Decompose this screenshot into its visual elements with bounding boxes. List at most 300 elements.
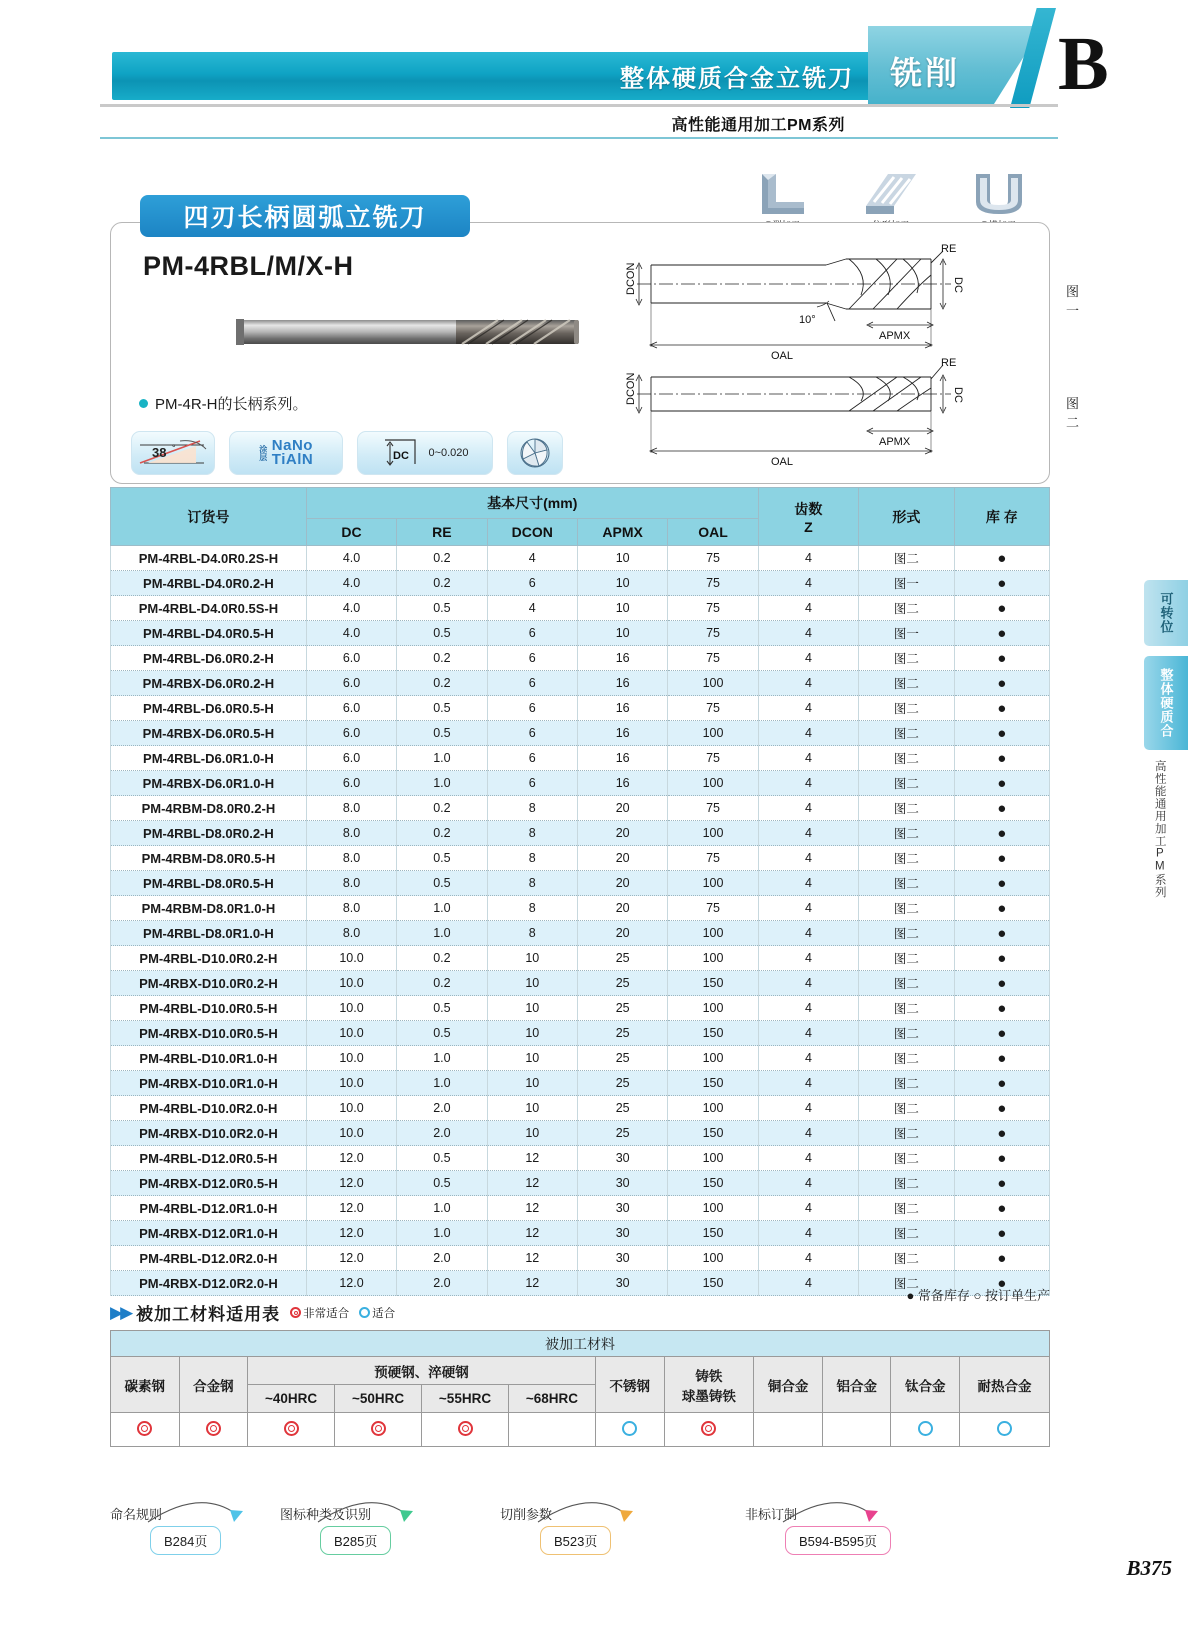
cell-teeth: 4 — [758, 1121, 858, 1146]
th-re: RE — [397, 519, 487, 546]
cell-dc: 10.0 — [306, 1046, 396, 1071]
cell-stock: ● — [954, 921, 1049, 946]
cell-oal: 75 — [668, 546, 758, 571]
cell-stock: ● — [954, 1071, 1049, 1096]
cell-re: 0.2 — [397, 821, 487, 846]
cell-teeth: 4 — [758, 671, 858, 696]
material-col-8: 铜合金 — [754, 1357, 823, 1413]
cell-dc: 12.0 — [306, 1196, 396, 1221]
cell-form: 图二 — [859, 1221, 954, 1246]
coating-chip-label: 涂层 — [258, 445, 268, 461]
cell-stock: ● — [954, 671, 1049, 696]
table-row — [111, 1121, 1050, 1146]
footer-link-label: 命名规则 — [110, 1507, 163, 1522]
cell-dcon: 12 — [487, 1246, 577, 1271]
cell-teeth: 4 — [758, 1096, 858, 1121]
cell-dc: 8.0 — [306, 796, 396, 821]
footer-link-arrow-icon — [140, 1492, 290, 1526]
cell-re: 2.0 — [397, 1271, 487, 1296]
dc-tolerance-icon — [381, 434, 421, 472]
cell-form: 图二 — [859, 1271, 954, 1296]
cell-form: 图二 — [859, 546, 954, 571]
fig1-dcon-label: DCON — [625, 262, 637, 295]
cell-apmx: 16 — [577, 671, 667, 696]
section-letter: B — [1058, 22, 1109, 106]
very-suitable-icon — [290, 1307, 301, 1318]
coating-chip — [229, 431, 343, 475]
table-row — [111, 1221, 1050, 1246]
cell-form: 图二 — [859, 646, 954, 671]
cell-dcon: 4 — [487, 596, 577, 621]
cell-teeth: 4 — [758, 1021, 858, 1046]
fig1-apmx-label: APMX — [879, 330, 911, 342]
cell-order-no: PM-4RBX-D12.0R0.5-H — [111, 1171, 307, 1196]
material-col-6: 不锈钢 — [595, 1357, 664, 1413]
table-row — [111, 1171, 1050, 1196]
cell-order-no: PM-4RBX-D10.0R0.5-H — [111, 1021, 307, 1046]
cell-apmx: 16 — [577, 721, 667, 746]
cell-oal: 100 — [668, 1146, 758, 1171]
cell-oal: 150 — [668, 1271, 758, 1296]
cell-dcon: 6 — [487, 771, 577, 796]
cell-re: 0.2 — [397, 571, 487, 596]
cell-dc: 8.0 — [306, 821, 396, 846]
cell-oal: 100 — [668, 671, 758, 696]
cell-form: 图二 — [859, 1071, 954, 1096]
cell-oal: 75 — [668, 596, 758, 621]
footer-link-row — [110, 1498, 1050, 1568]
cell-apmx: 16 — [577, 696, 667, 721]
fig2-oal-label: OAL — [771, 456, 794, 468]
cell-apmx: 30 — [577, 1146, 667, 1171]
table-row — [111, 1096, 1050, 1121]
material-table — [110, 1330, 1050, 1447]
cell-re: 0.5 — [397, 621, 487, 646]
cell-stock: ● — [954, 1221, 1049, 1246]
very-suitable-icon — [137, 1421, 152, 1436]
cell-order-no: PM-4RBL-D10.0R0.5-H — [111, 996, 307, 1021]
fig1-dc-label: DC — [952, 277, 964, 293]
cell-oal: 150 — [668, 1221, 758, 1246]
table-row — [111, 571, 1050, 596]
cell-order-no: PM-4RBL-D6.0R0.2-H — [111, 646, 307, 671]
table-row — [111, 921, 1050, 946]
footer-link-page[interactable]: B284页 — [150, 1526, 221, 1555]
cell-re: 0.5 — [397, 596, 487, 621]
cell-dc: 6.0 — [306, 646, 396, 671]
cell-form: 图二 — [859, 721, 954, 746]
cell-dcon: 6 — [487, 646, 577, 671]
material-header-row-1 — [111, 1357, 1050, 1385]
cell-teeth: 4 — [758, 771, 858, 796]
cell-oal: 150 — [668, 1171, 758, 1196]
cell-dc: 10.0 — [306, 971, 396, 996]
cell-apmx: 25 — [577, 1121, 667, 1146]
cell-dc: 8.0 — [306, 846, 396, 871]
spec-table — [110, 487, 1050, 1296]
table-row — [111, 796, 1050, 821]
cell-dcon: 12 — [487, 1271, 577, 1296]
material-col-7: 铸铁 球墨铸铁 — [664, 1357, 754, 1413]
table-row — [111, 971, 1050, 996]
product-panel — [110, 222, 1080, 484]
cell-dcon: 8 — [487, 871, 577, 896]
cell-oal: 100 — [668, 721, 758, 746]
cell-form: 图二 — [859, 1196, 954, 1221]
cell-teeth: 4 — [758, 1046, 858, 1071]
cell-form: 图二 — [859, 771, 954, 796]
cell-stock: ● — [954, 846, 1049, 871]
cell-re: 0.2 — [397, 671, 487, 696]
cell-order-no: PM-4RBX-D10.0R2.0-H — [111, 1121, 307, 1146]
th-dc: DC — [306, 519, 396, 546]
cell-order-no: PM-4RBX-D6.0R0.2-H — [111, 671, 307, 696]
header-banner — [112, 52, 872, 100]
cell-re: 0.5 — [397, 846, 487, 871]
page-number: B375 — [1126, 1556, 1172, 1580]
cell-stock: ● — [954, 1146, 1049, 1171]
cell-re: 1.0 — [397, 896, 487, 921]
cell-teeth: 4 — [758, 1196, 858, 1221]
figure-one-drawing — [621, 243, 1021, 362]
cell-dc: 10.0 — [306, 1096, 396, 1121]
cell-apmx: 30 — [577, 1196, 667, 1221]
svg-text:DC: DC — [393, 450, 410, 462]
cell-form: 图二 — [859, 696, 954, 721]
cell-apmx: 20 — [577, 796, 667, 821]
cell-re: 0.5 — [397, 696, 487, 721]
footer-link-arrow-icon — [310, 1492, 460, 1526]
cell-dcon: 12 — [487, 1171, 577, 1196]
helix-angle-icon — [134, 433, 212, 473]
cell-teeth: 4 — [758, 1221, 858, 1246]
cell-order-no: PM-4RBL-D10.0R1.0-H — [111, 1046, 307, 1071]
cell-order-no: PM-4RBL-D8.0R0.2-H — [111, 821, 307, 846]
cell-form: 图二 — [859, 896, 954, 921]
cell-oal: 75 — [668, 621, 758, 646]
table-row — [111, 721, 1050, 746]
cell-dcon: 4 — [487, 546, 577, 571]
table-row — [111, 1071, 1050, 1096]
material-symbol-8 — [754, 1413, 823, 1447]
material-symbol-3 — [335, 1413, 422, 1447]
cell-stock: ● — [954, 896, 1049, 921]
cell-teeth: 4 — [758, 796, 858, 821]
very-suitable-icon — [701, 1421, 716, 1436]
table-row — [111, 821, 1050, 846]
cell-dcon: 10 — [487, 1121, 577, 1146]
cell-apmx: 10 — [577, 596, 667, 621]
cell-form: 图一 — [859, 571, 954, 596]
page-header — [0, 0, 1200, 160]
cell-oal: 150 — [668, 1121, 758, 1146]
cell-order-no: PM-4RBL-D4.0R0.2S-H — [111, 546, 307, 571]
header-banner-title: 整体硬质合金立铣刀 — [620, 65, 854, 93]
cell-stock: ● — [954, 1096, 1049, 1121]
cell-apmx: 10 — [577, 621, 667, 646]
cell-oal: 100 — [668, 1096, 758, 1121]
cell-apmx: 20 — [577, 871, 667, 896]
cell-form: 图二 — [859, 671, 954, 696]
cell-re: 0.5 — [397, 1171, 487, 1196]
material-col-2: ~40HRC — [248, 1385, 335, 1413]
cell-stock: ● — [954, 1171, 1049, 1196]
cell-form: 图二 — [859, 796, 954, 821]
cell-apmx: 10 — [577, 546, 667, 571]
suitable-icon — [622, 1421, 637, 1436]
material-symbol-6 — [595, 1413, 664, 1447]
table-row — [111, 996, 1050, 1021]
th-oal: OAL — [668, 519, 758, 546]
cell-dc: 4.0 — [306, 546, 396, 571]
spec-table-head — [111, 488, 1050, 546]
cell-teeth: 4 — [758, 596, 858, 621]
material-col-5: ~68HRC — [508, 1385, 595, 1413]
material-symbol-1 — [179, 1413, 248, 1447]
figure-one-caption: 图一 — [1066, 284, 1080, 318]
cell-order-no: PM-4RBX-D6.0R1.0-H — [111, 771, 307, 796]
table-row — [111, 596, 1050, 621]
cell-dc: 8.0 — [306, 896, 396, 921]
cell-dcon: 10 — [487, 1096, 577, 1121]
cell-stock: ● — [954, 971, 1049, 996]
cell-order-no: PM-4RBL-D10.0R2.0-H — [111, 1096, 307, 1121]
cell-teeth: 4 — [758, 1246, 858, 1271]
th-dcon: DCON — [487, 519, 577, 546]
cell-teeth: 4 — [758, 996, 858, 1021]
cell-dcon: 10 — [487, 946, 577, 971]
cell-oal: 100 — [668, 1196, 758, 1221]
cell-stock: ● — [954, 621, 1049, 646]
cell-stock: ● — [954, 1021, 1049, 1046]
cell-teeth: 4 — [758, 821, 858, 846]
cell-form: 图二 — [859, 1096, 954, 1121]
cell-oal: 75 — [668, 846, 758, 871]
cell-re: 0.5 — [397, 721, 487, 746]
cell-dc: 8.0 — [306, 921, 396, 946]
footer-link-label: 图标种类及识别 — [280, 1507, 372, 1522]
material-legend-very: 非常适合 — [290, 1305, 349, 1321]
cell-apmx: 20 — [577, 821, 667, 846]
footer-link-page[interactable]: B594-B595页 — [785, 1526, 891, 1555]
spec-table-body — [111, 546, 1050, 1296]
material-title-text: 被加工材料适用表 — [136, 1305, 281, 1324]
footer-link-page[interactable]: B285页 — [320, 1526, 391, 1555]
cell-oal: 150 — [668, 1021, 758, 1046]
cell-oal: 75 — [668, 646, 758, 671]
material-symbol-10 — [891, 1413, 960, 1447]
material-symbol-5 — [508, 1413, 595, 1447]
cell-order-no: PM-4RBM-D8.0R0.2-H — [111, 796, 307, 821]
cell-order-no: PM-4RBX-D10.0R1.0-H — [111, 1071, 307, 1096]
table-row — [111, 1146, 1050, 1171]
fig2-apmx-label: APMX — [879, 436, 911, 448]
table-row — [111, 546, 1050, 571]
cell-dcon: 8 — [487, 846, 577, 871]
product-bullet-text: PM-4R-H的长柄系列。 — [155, 396, 308, 413]
cell-re: 0.5 — [397, 1021, 487, 1046]
side-tab-solid-carbide-endmill[interactable]: 整体硬质合 — [1144, 656, 1188, 750]
bullet-dot-icon — [139, 399, 148, 408]
cell-stock: ● — [954, 646, 1049, 671]
cell-apmx: 25 — [577, 1096, 667, 1121]
cell-dcon: 8 — [487, 896, 577, 921]
header-divider-upper — [100, 104, 1058, 107]
cell-form: 图二 — [859, 746, 954, 771]
cell-order-no: PM-4RBM-D8.0R1.0-H — [111, 896, 307, 921]
copy-machining-icon — [862, 172, 920, 216]
cell-re: 0.2 — [397, 946, 487, 971]
table-row — [111, 1246, 1050, 1271]
cell-stock: ● — [954, 1246, 1049, 1271]
table-row — [111, 671, 1050, 696]
material-symbol-row — [111, 1413, 1050, 1447]
material-col-0: 碳素钢 — [111, 1357, 180, 1413]
cell-re: 1.0 — [397, 771, 487, 796]
cell-oal: 100 — [668, 1046, 758, 1071]
cell-dcon: 6 — [487, 721, 577, 746]
category-tab-label: 铣削 — [890, 55, 961, 91]
cell-order-no: PM-4RBL-D12.0R1.0-H — [111, 1196, 307, 1221]
product-bullet — [139, 393, 308, 414]
table-row — [111, 846, 1050, 871]
cell-order-no: PM-4RBX-D6.0R0.5-H — [111, 721, 307, 746]
cell-apmx: 16 — [577, 771, 667, 796]
cell-oal: 75 — [668, 796, 758, 821]
cell-stock: ● — [954, 1196, 1049, 1221]
cell-stock: ● — [954, 996, 1049, 1021]
cell-form: 图二 — [859, 846, 954, 871]
th-form: 形式 — [859, 488, 954, 546]
cell-dcon: 6 — [487, 621, 577, 646]
cell-oal: 100 — [668, 821, 758, 846]
cell-teeth: 4 — [758, 721, 858, 746]
material-symbol-2 — [248, 1413, 335, 1447]
cell-order-no: PM-4RBL-D12.0R0.5-H — [111, 1146, 307, 1171]
feature-chip-row — [131, 431, 563, 475]
cell-oal: 100 — [668, 871, 758, 896]
cell-dc: 4.0 — [306, 596, 396, 621]
cell-dc: 6.0 — [306, 746, 396, 771]
cell-apmx: 30 — [577, 1171, 667, 1196]
cell-teeth: 4 — [758, 646, 858, 671]
cell-form: 图二 — [859, 946, 954, 971]
cell-order-no: PM-4RBL-D4.0R0.5-H — [111, 621, 307, 646]
fig2-re-label: RE — [941, 357, 957, 369]
cell-re: 0.5 — [397, 1146, 487, 1171]
cell-form: 图二 — [859, 921, 954, 946]
cell-dc: 12.0 — [306, 1221, 396, 1246]
cell-order-no: PM-4RBX-D10.0R0.2-H — [111, 971, 307, 996]
material-legend-ok: 适合 — [359, 1305, 395, 1321]
material-col-1: 合金钢 — [179, 1357, 248, 1413]
cell-dcon: 10 — [487, 1021, 577, 1046]
cell-stock: ● — [954, 821, 1049, 846]
cell-dc: 12.0 — [306, 1246, 396, 1271]
cell-teeth: 4 — [758, 621, 858, 646]
cell-dc: 6.0 — [306, 721, 396, 746]
cell-teeth: 4 — [758, 971, 858, 996]
cell-form: 图二 — [859, 1171, 954, 1196]
cell-dc: 12.0 — [306, 1171, 396, 1196]
cell-re: 2.0 — [397, 1121, 487, 1146]
cell-dc: 6.0 — [306, 671, 396, 696]
footer-link-page[interactable]: B523页 — [540, 1526, 611, 1555]
material-table-head — [111, 1331, 1050, 1413]
cell-dcon: 8 — [487, 921, 577, 946]
svg-text:°: ° — [172, 443, 176, 453]
material-table-body — [111, 1413, 1050, 1447]
footer-link-label: 非标订制 — [745, 1507, 798, 1522]
cell-form: 图二 — [859, 1246, 954, 1271]
material-band: 被加工材料 — [111, 1331, 1050, 1357]
cell-apmx: 30 — [577, 1221, 667, 1246]
suitable-icon — [359, 1307, 370, 1318]
cell-apmx: 30 — [577, 1271, 667, 1296]
cell-dc: 10.0 — [306, 946, 396, 971]
cell-form: 图二 — [859, 971, 954, 996]
material-col-9: 铝合金 — [822, 1357, 891, 1413]
table-row — [111, 871, 1050, 896]
cell-oal: 100 — [668, 946, 758, 971]
material-symbol-0 — [111, 1413, 180, 1447]
cell-re: 1.0 — [397, 1071, 487, 1096]
cell-stock: ● — [954, 771, 1049, 796]
tolerance-chip — [357, 431, 493, 475]
th-order-no: 订货号 — [111, 488, 307, 546]
cell-order-no: PM-4RBL-D8.0R1.0-H — [111, 921, 307, 946]
figure-two-caption: 图二 — [1066, 396, 1080, 430]
cell-dcon: 6 — [487, 696, 577, 721]
cell-dcon: 12 — [487, 1196, 577, 1221]
th-stock: 库 存 — [954, 488, 1049, 546]
cell-dc: 8.0 — [306, 871, 396, 896]
cell-teeth: 4 — [758, 696, 858, 721]
very-suitable-icon — [206, 1421, 221, 1436]
r-slot-machining-icon — [970, 172, 1028, 216]
side-tab-indexable-milling[interactable]: 可转位 — [1144, 580, 1188, 646]
cell-apmx: 20 — [577, 921, 667, 946]
cell-stock: ● — [954, 796, 1049, 821]
cell-form: 图二 — [859, 1021, 954, 1046]
cell-apmx: 25 — [577, 996, 667, 1021]
cell-teeth: 4 — [758, 871, 858, 896]
table-row — [111, 896, 1050, 921]
cell-teeth: 4 — [758, 1171, 858, 1196]
table-row — [111, 696, 1050, 721]
suitable-icon — [997, 1421, 1012, 1436]
material-section-title — [110, 1300, 395, 1325]
endmill-photo — [236, 311, 586, 353]
cell-dc: 10.0 — [306, 1121, 396, 1146]
figure-two-drawing — [621, 355, 1021, 468]
cell-apmx: 25 — [577, 1046, 667, 1071]
cell-order-no: PM-4RBX-D12.0R2.0-H — [111, 1271, 307, 1296]
cell-apmx: 16 — [577, 746, 667, 771]
cell-dcon: 10 — [487, 1046, 577, 1071]
cell-re: 1.0 — [397, 1221, 487, 1246]
cell-dcon: 12 — [487, 1221, 577, 1246]
cell-apmx: 25 — [577, 971, 667, 996]
cell-teeth: 4 — [758, 896, 858, 921]
cell-order-no: PM-4RBL-D12.0R2.0-H — [111, 1246, 307, 1271]
cell-re: 1.0 — [397, 1046, 487, 1071]
material-col-4: ~55HRC — [422, 1385, 509, 1413]
cell-apmx: 25 — [577, 1071, 667, 1096]
cell-stock: ● — [954, 571, 1049, 596]
stock-legend: ● 常备库存 ○ 按订单生产 — [906, 1288, 1050, 1303]
cell-order-no: PM-4RBL-D6.0R0.5-H — [111, 696, 307, 721]
